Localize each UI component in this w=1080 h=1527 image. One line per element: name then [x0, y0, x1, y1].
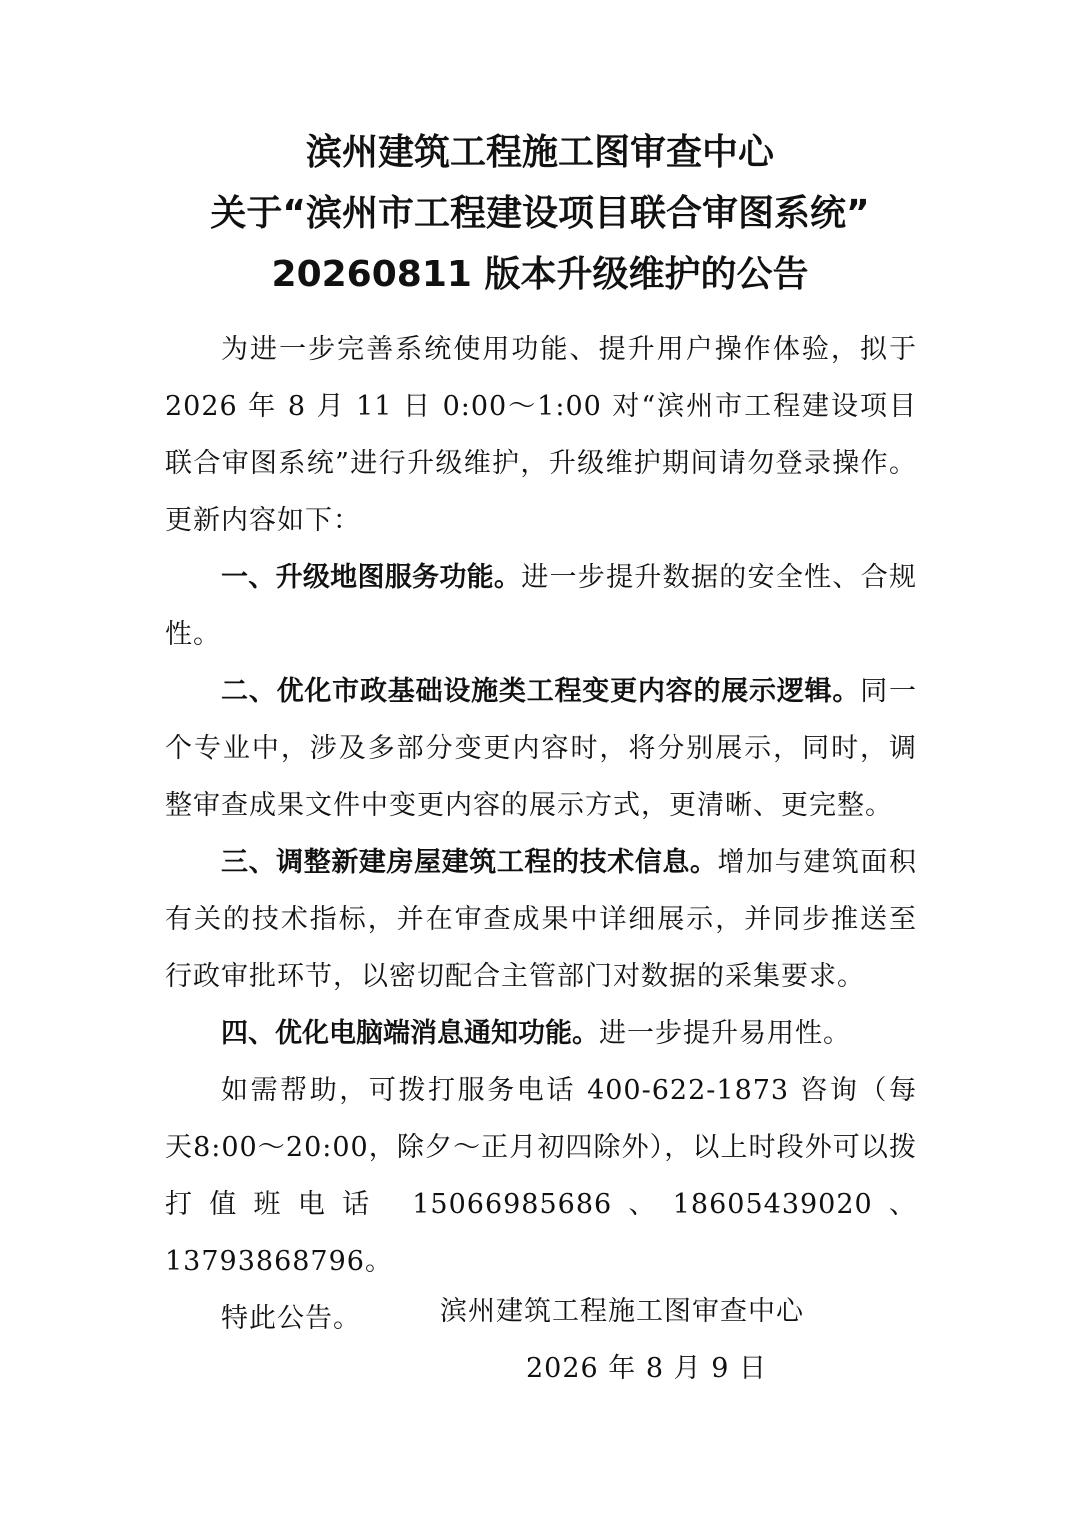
title-line-2: 关于“滨州市工程建设项目联合审图系统”: [210, 193, 870, 234]
title-line-1: 滨州建筑工程施工图审查中心: [305, 132, 774, 173]
notice-title: [0, 122, 1080, 305]
signature-date: 2026 年 8 月 9 日: [526, 1353, 767, 1384]
help-paragraph: 如需帮助，可拨打服务电话 400-622-1873 咨询（每天8:00～20:00，除夕～正月初四除外），以上时段外可以拨打值班电话 15066985686、18605439020、13793868796。: [165, 1075, 917, 1277]
item-heading: 四、优化电脑端消息通知功能。: [221, 1018, 599, 1049]
item-text: 同一个专业中，涉及多部分变更内容时，将分别展示，同时，调整审查成果文件中变更内容的展示方式，更清晰、更完整。: [165, 676, 918, 821]
title-line-3: 20260811 版本升级维护的公告: [271, 254, 809, 295]
notice-body: [165, 321, 917, 1347]
item-text: 增加与建筑面积有关的技术指标，并在审查成果中详细展示，并同步推送至行政审批环节，以密切配合主管部门对数据的采集要求。: [165, 847, 917, 992]
item-heading: 三、调整新建房屋建筑工程的技术信息。: [221, 847, 718, 878]
item-paragraph-3: [165, 834, 917, 1005]
item-paragraph-4: [165, 1005, 917, 1062]
intro-paragraph: 为进一步完善系统使用功能、提升用户操作体验，拟于2026 年 8 月 11 日 0:00～1:00 对“滨州市工程建设项目联合审图系统”进行升级维护，升级维护期间请勿登录操作。更新内容如下：: [165, 334, 917, 536]
item-paragraph-1: [165, 549, 917, 663]
item-heading: 一、升级地图服务功能。: [221, 562, 522, 593]
item-paragraph-2: [165, 663, 917, 834]
item-text: 进一步提升数据的安全性、合规性。: [165, 562, 918, 650]
signature-organization: 滨州建筑工程施工图审查中心: [440, 1296, 804, 1327]
item-heading: 二、优化市政基础设施类工程变更内容的展示逻辑。: [221, 676, 861, 707]
closing-paragraph: 特此公告。: [221, 1303, 361, 1334]
item-text: 进一步提升易用性。: [599, 1018, 851, 1049]
